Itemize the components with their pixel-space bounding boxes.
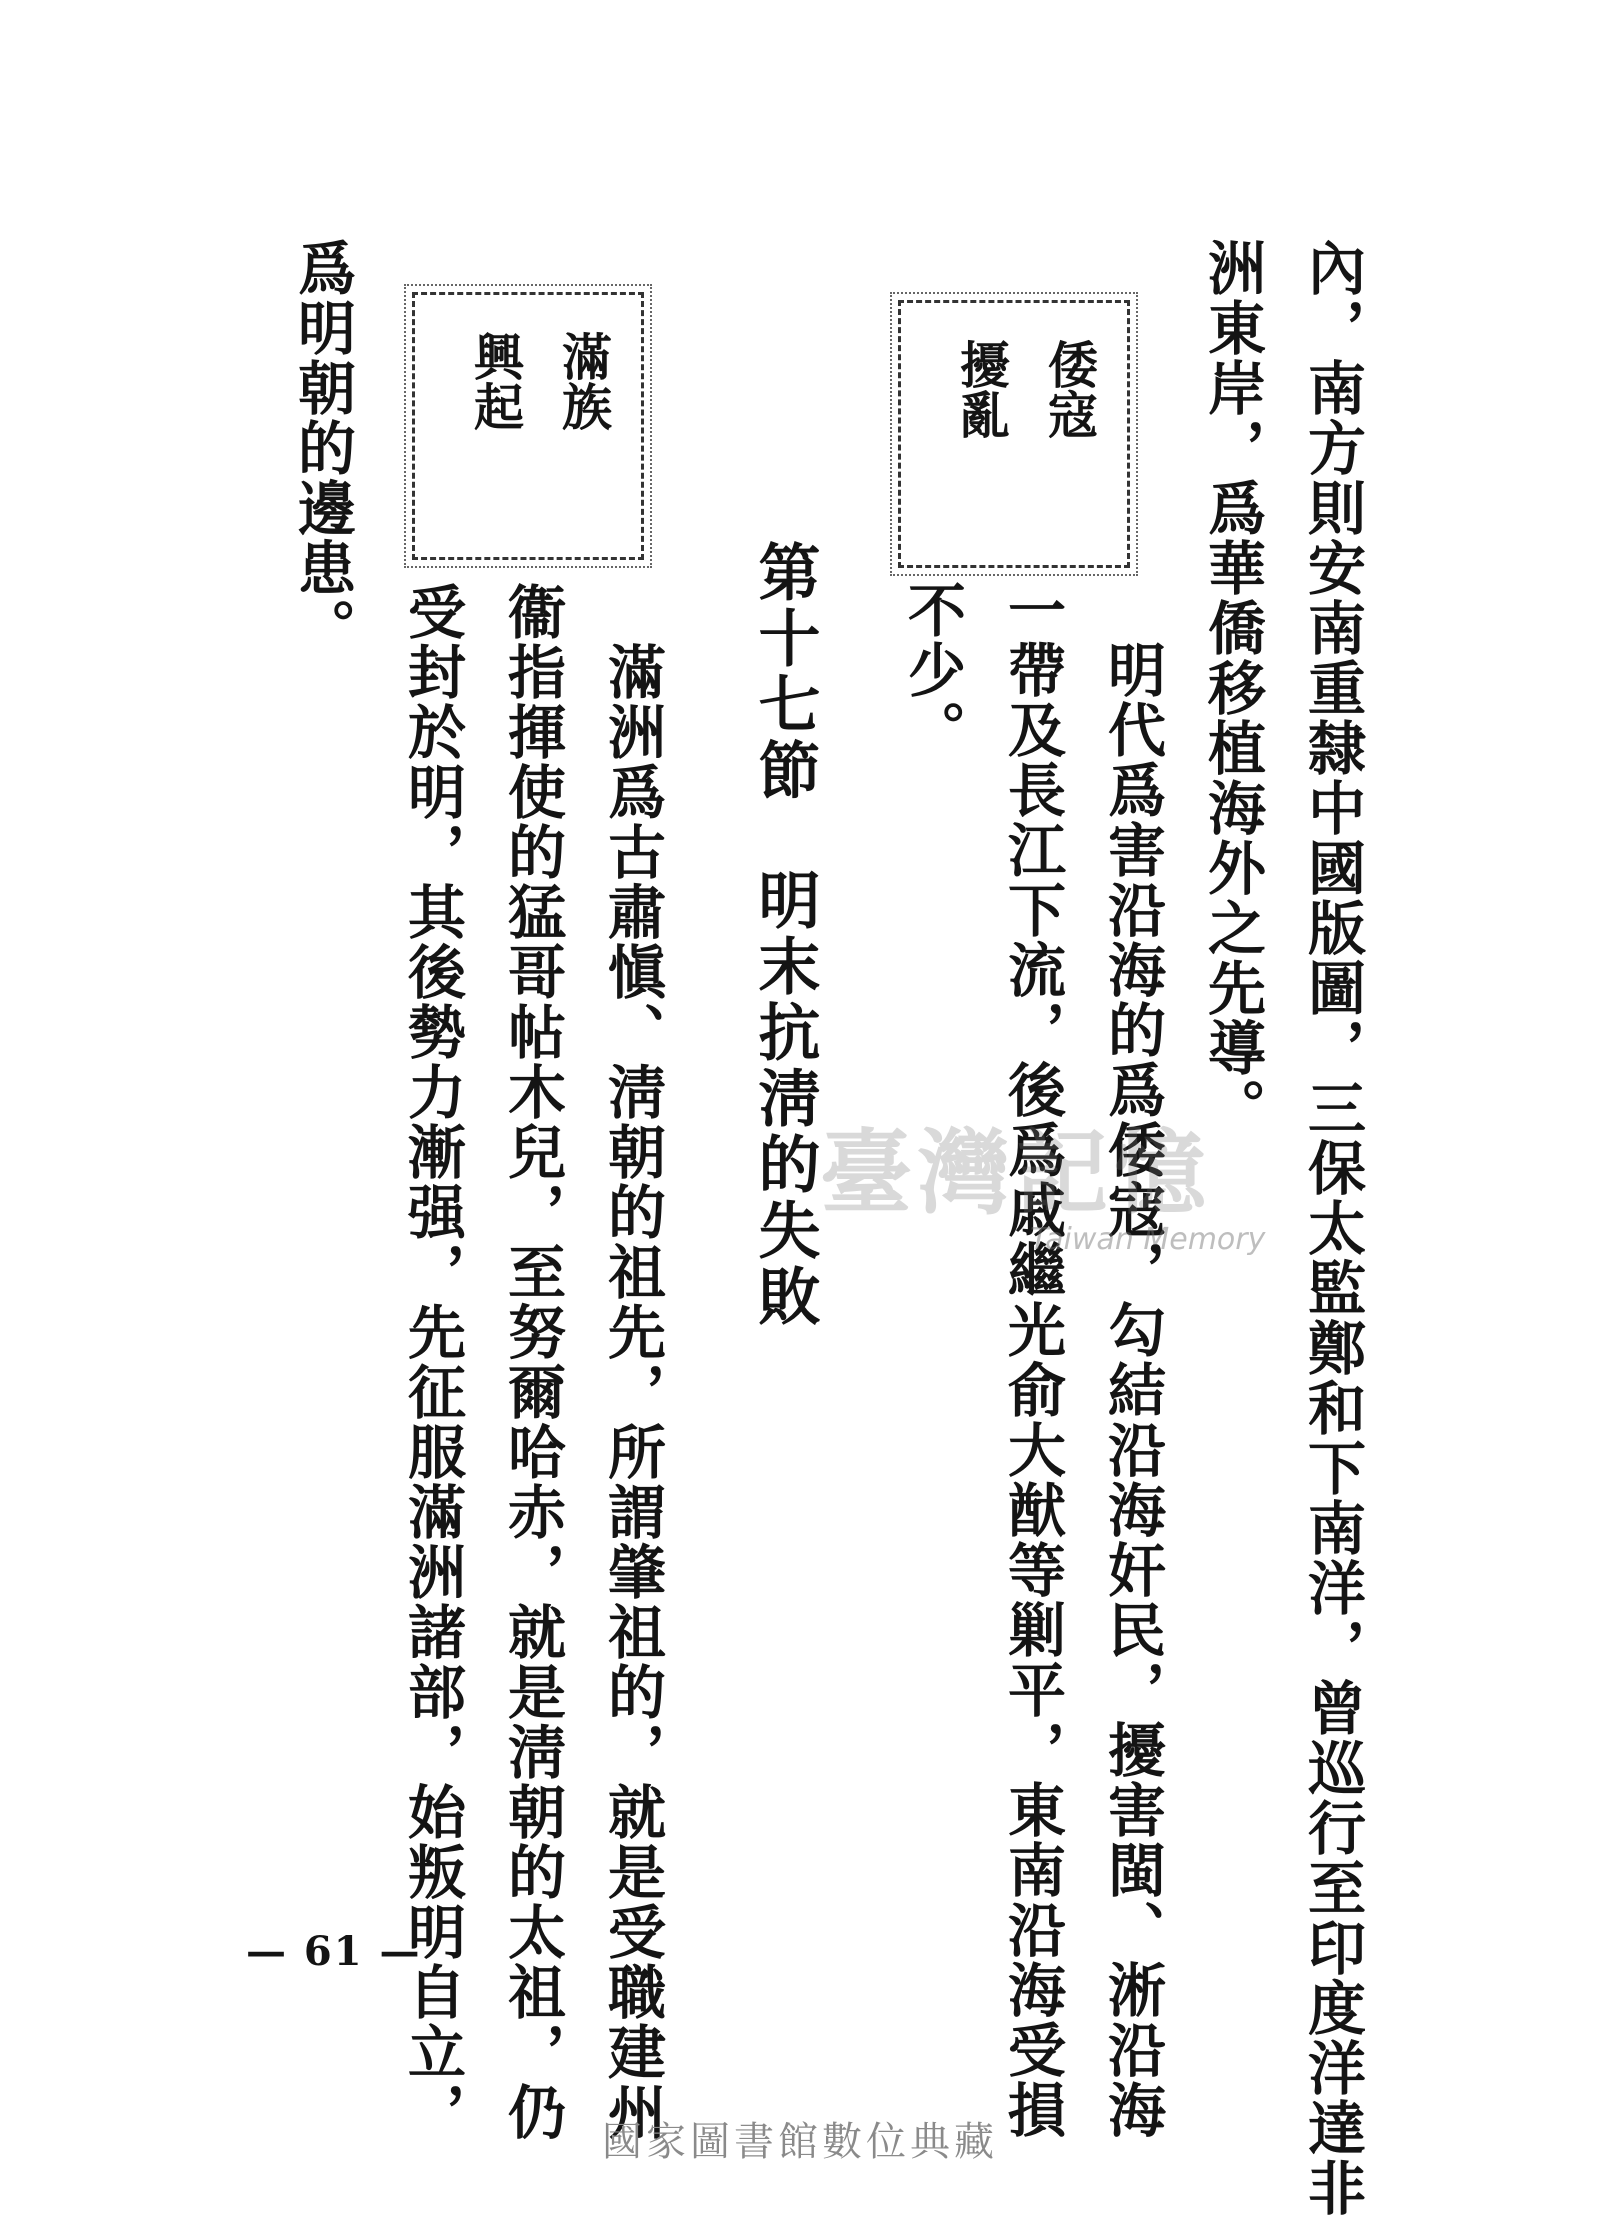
sidebox-2-left: 興起 bbox=[466, 331, 525, 431]
sidebox-2-right: 滿族 bbox=[554, 331, 613, 431]
page-number: — 61 — bbox=[246, 1928, 422, 1975]
text-column-7: 衞指揮使的猛哥帖木兒，至努爾哈赤，就是淸朝的太祖，仍 bbox=[498, 582, 566, 2142]
section-heading bbox=[748, 540, 821, 1330]
sidebox-1-right: 倭寇 bbox=[1040, 339, 1099, 439]
section-title: 明末抗淸的失敗 bbox=[748, 868, 821, 1330]
watermark-logo: 臺灣記憶 bbox=[820, 1119, 1213, 1227]
text-column-9: 爲明朝的邊患。 bbox=[288, 238, 356, 658]
sidebar-box-manchu bbox=[412, 292, 644, 560]
text-column-3: 明代爲害沿海的爲倭寇，勾結沿海奸民，擾害閩、淅沿海 bbox=[1098, 640, 1166, 2140]
text-column-2: 洲東岸，爲華僑移植海外之先導。 bbox=[1198, 238, 1266, 1138]
sidebar-box-wokou bbox=[898, 300, 1130, 568]
watermark-subtitle: Taiwan Memory bbox=[1030, 1222, 1266, 1257]
sidebox-1-left: 擾亂 bbox=[952, 339, 1011, 439]
text-column-8: 受封於明，其後勢力漸强，先征服滿洲諸部，始叛明自立， bbox=[398, 582, 466, 2142]
text-column-5: 不少。 bbox=[898, 580, 966, 760]
archive-footer: 國家圖書館數位典藏 bbox=[602, 2119, 998, 2165]
text-column-1: 內，南方則安南重隸中國版圖，三保太監鄭和下南洋，曾巡行至印度洋達非 bbox=[1298, 238, 1366, 2218]
text-column-4: 一帶及長江下流，後爲戚繼光俞大猷等剿平，東南沿海受損 bbox=[998, 580, 1066, 2140]
text-column-6: 滿洲爲古肅愼、淸朝的祖先，所謂肇祖的，就是受職建州 bbox=[598, 642, 666, 2142]
section-number: 第十七節 bbox=[748, 540, 821, 804]
